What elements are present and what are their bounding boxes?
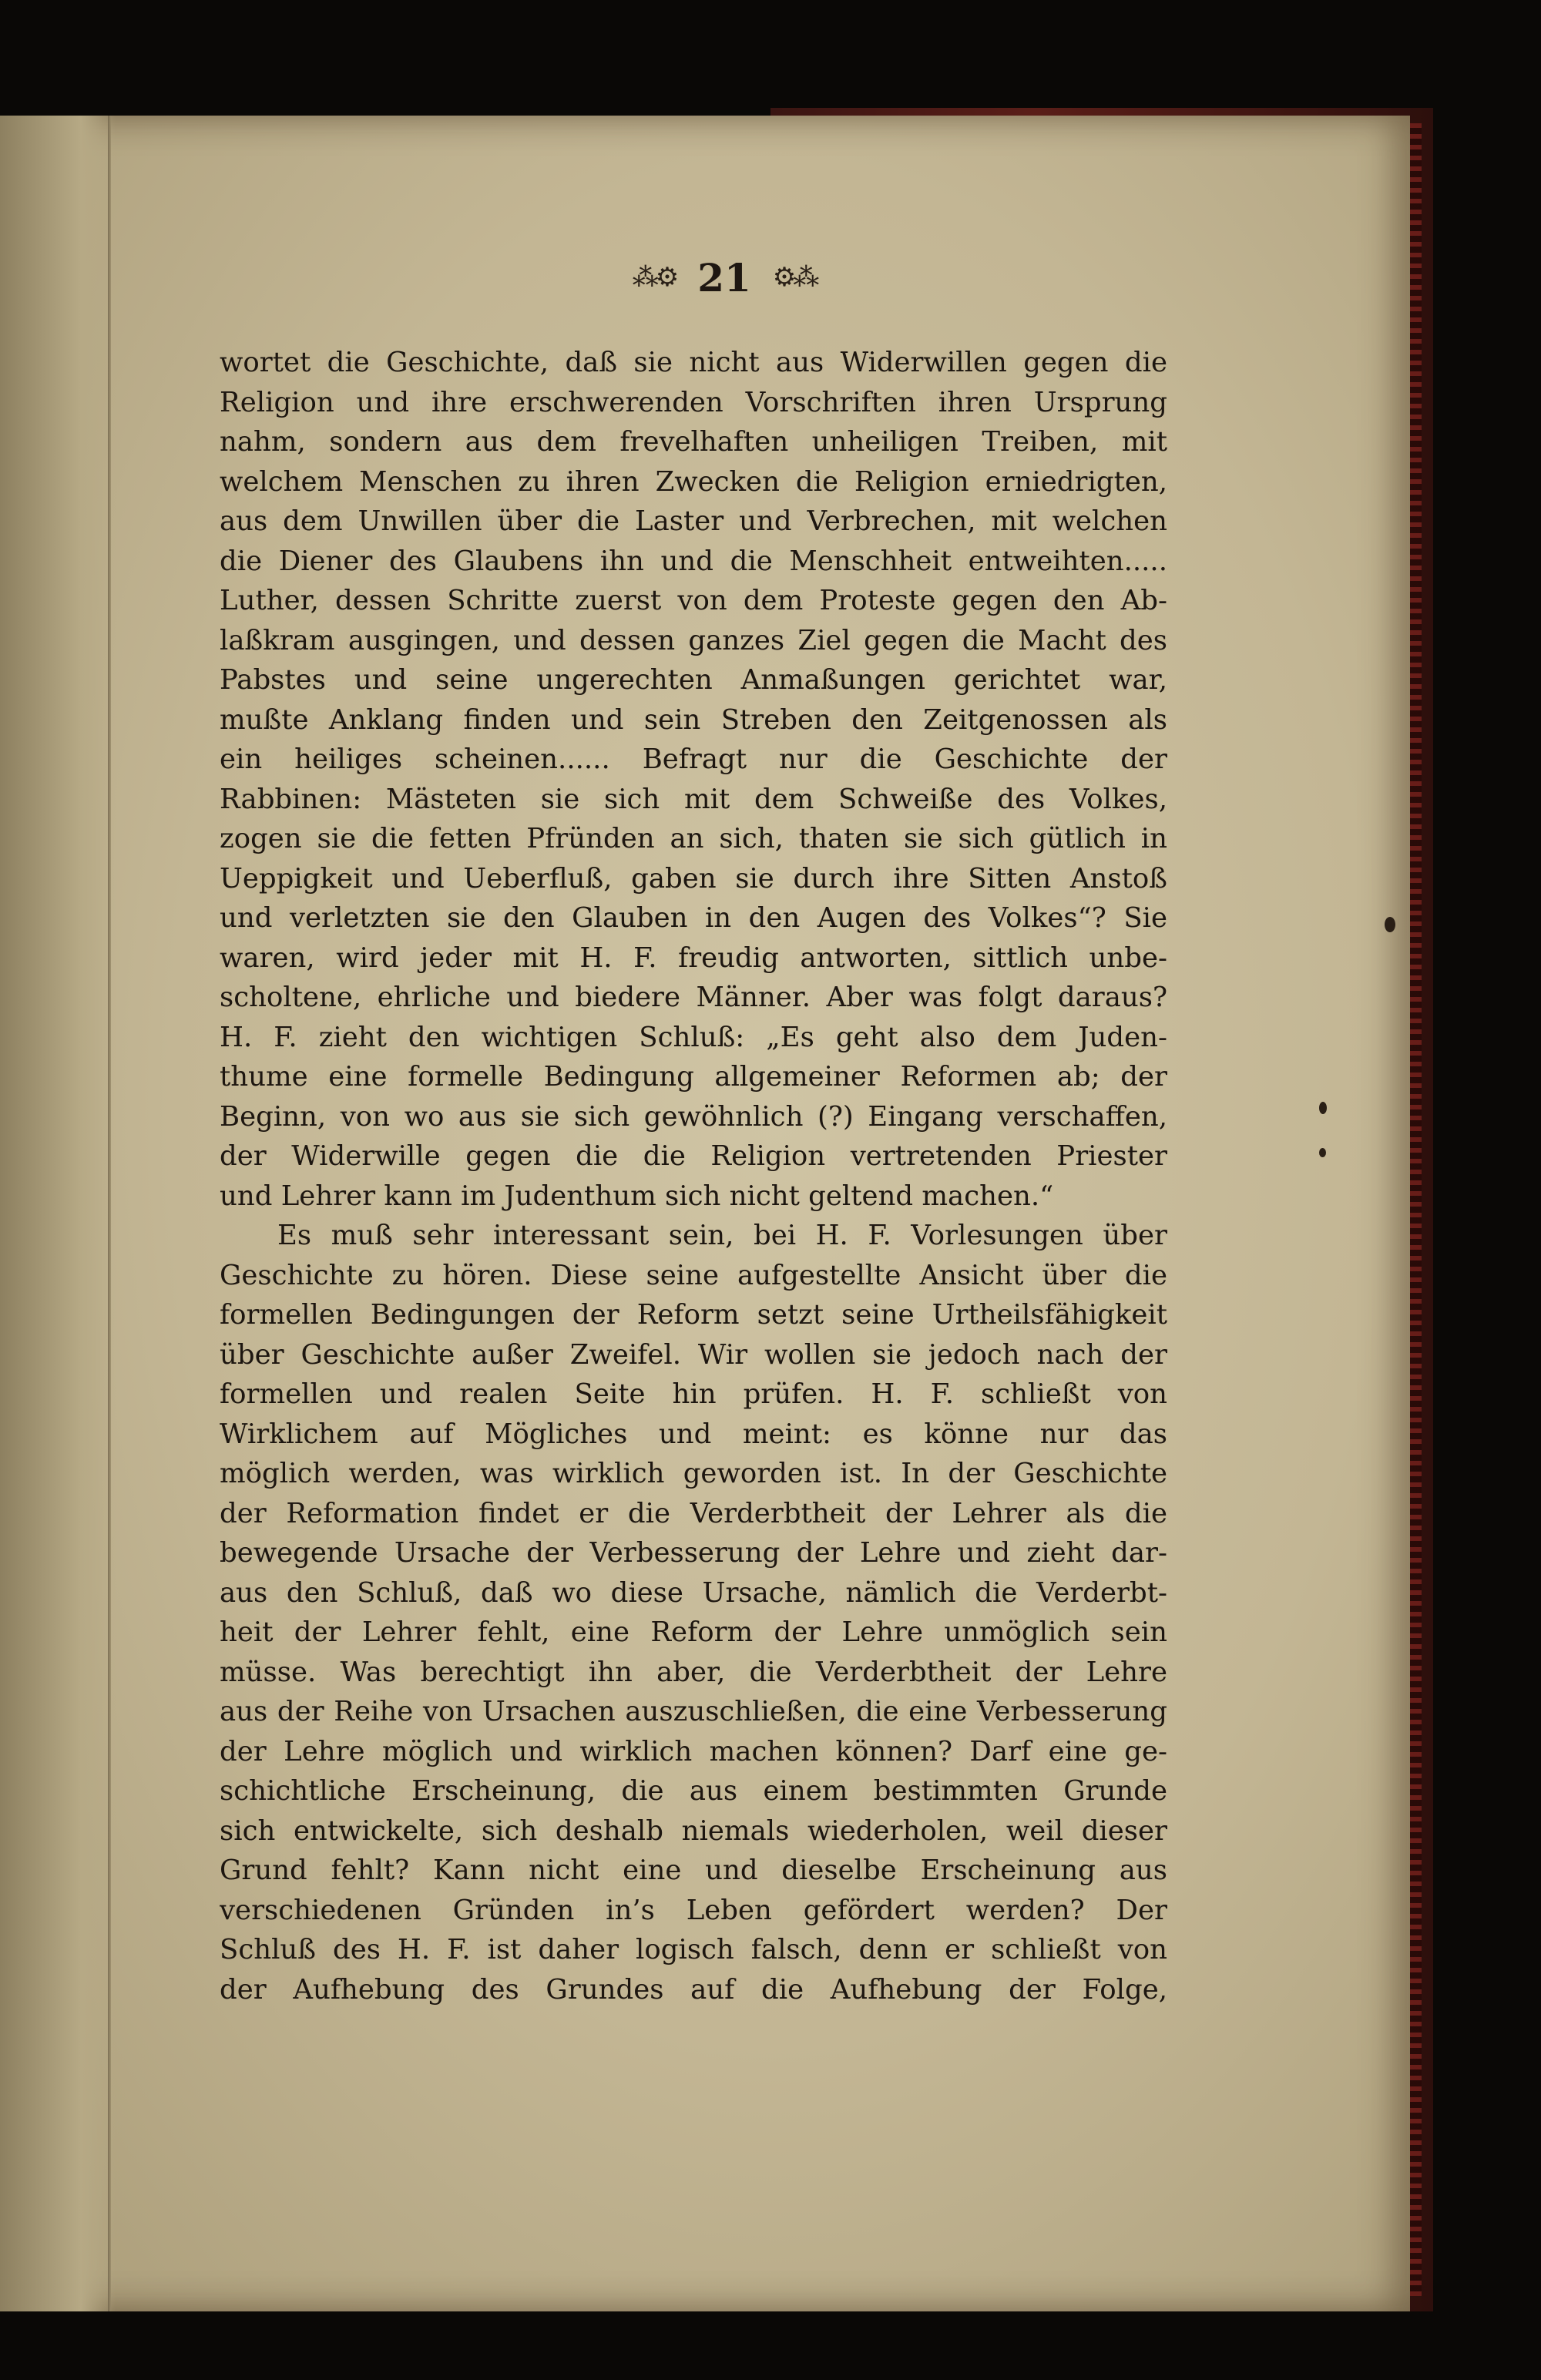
text-line: mußte Anklang finden und sein Streben den Zeitgenossen als: [220, 703, 1167, 736]
paragraph-start-line: Es muß sehr interessant sein, bei H. F. Vorlesungen über: [277, 1220, 1167, 1251]
text-line: aus dem Unwillen über die Laster und Verbrechen, mit welchen: [220, 505, 1167, 537]
page-header: [570, 250, 878, 304]
text-line: der Reformation findet er die Verderbtheit der Lehrer als die: [220, 1497, 1167, 1529]
page-number: 21: [697, 254, 751, 300]
body-text: [220, 343, 1167, 2009]
text-line: H. F. zieht den wichtigen Schluß: „Es geht also dem Juden-: [220, 1021, 1167, 1053]
text-line: schichtliche Erscheinung, die aus einem bestimmten Grunde: [220, 1775, 1167, 1807]
ornament-right-icon: ⚙⁂: [772, 262, 817, 293]
text-line: die Diener des Glaubens ihn und die Menschheit entweihten.....: [220, 545, 1167, 577]
text-line: Grund fehlt? Kann nicht eine und dieselbe Erscheinung aus: [220, 1855, 1167, 1886]
text-line: und verletzten sie den Glauben in den Augen des Volkes“? Sie: [220, 902, 1167, 934]
text-line: heit der Lehrer fehlt, eine Reform der Lehre unmöglich sein: [220, 1616, 1167, 1648]
text-line: über Geschichte außer Zweifel. Wir wollen sie jedoch nach der: [220, 1338, 1167, 1371]
text-line: scholtene, ehrliche und biedere Männer. Aber was folgt daraus?: [220, 982, 1167, 1013]
text-line: Rabbinen: Mästeten sie sich mit dem Schweiße des Volkes,: [220, 783, 1167, 815]
text-line: nahm, sondern aus dem frevelhaften unheiligen Treiben, mit: [220, 426, 1167, 458]
text-line: thume eine formelle Bedingung allgemeiner Reformen ab; der: [220, 1061, 1167, 1093]
ink-spot: [1319, 1148, 1326, 1157]
text-line: Schluß des H. F. ist daher logisch falsch, denn er schließt von: [220, 1934, 1167, 1965]
text-line: zogen sie die fetten Pfründen an sich, thaten sie sich gütlich in: [220, 823, 1167, 854]
text-line: sich entwickelte, sich deshalb niemals wiederholen, weil dieser: [220, 1814, 1167, 1847]
text-line: Wirklichem auf Mögliches und meint: es könne nur das: [220, 1418, 1167, 1450]
text-line: der Lehre möglich und wirklich machen können? Darf eine ge-: [220, 1735, 1167, 1767]
text-line: welchem Menschen zu ihren Zwecken die Religion erniedrigten,: [220, 465, 1167, 498]
text-line: bewegende Ursache der Verbesserung der Lehre und zieht dar-: [220, 1537, 1167, 1569]
text-line: und Lehrer kann im Judenthum sich nicht geltend machen.“: [220, 1180, 1054, 1212]
ink-spot: [1385, 917, 1395, 932]
text-line: müsse. Was berechtigt ihn aber, die Verderbtheit der Lehre: [220, 1656, 1167, 1688]
text-line: der Aufhebung des Grundes auf die Aufhebung der Folge,: [220, 1973, 1167, 2006]
text-line: Beginn, von wo aus sie sich gewöhnlich (?) Eingang verschaffen,: [220, 1100, 1167, 1133]
text-line: laßkram ausgingen, und dessen ganzes Ziel gegen die Macht des: [220, 624, 1167, 656]
text-line: wortet die Geschichte, daß sie nicht aus Widerwillen gegen die: [220, 347, 1167, 378]
ornament-left-icon: ⁂⚙: [632, 262, 676, 293]
text-line: ein heiliges scheinen...... Befragt nur die Geschichte der: [220, 744, 1167, 775]
page-gutter-line: [108, 116, 111, 2311]
ink-spot: [1319, 1102, 1327, 1114]
page-gutter-shadow: [0, 116, 116, 2311]
text-line: Pabstes und seine ungerechten Anmaßungen gerichtet war,: [220, 664, 1167, 696]
text-line: möglich werden, was wirklich geworden ist. In der Geschichte: [220, 1458, 1167, 1489]
text-line: Ueppigkeit und Ueberfluß, gaben sie durch ihre Sitten Anstoß: [220, 862, 1167, 895]
text-line: Luther, dessen Schritte zuerst von dem Proteste gegen den Ab-: [220, 585, 1167, 616]
book-page: [0, 116, 1410, 2311]
text-line: aus den Schluß, daß wo diese Ursache, nämlich die Verderbt-: [220, 1576, 1167, 1609]
text-line: Religion und ihre erschwerenden Vorschriften ihren Ursprung: [220, 386, 1167, 418]
text-line: aus der Reihe von Ursachen auszuschließen, die eine Verbesserung: [220, 1696, 1167, 1727]
text-line: waren, wird jeder mit H. F. freudig antworten, sittlich unbe-: [220, 942, 1167, 974]
text-line: der Widerwille gegen die die Religion vertretenden Priester: [220, 1140, 1167, 1172]
text-line: Geschichte zu hören. Diese seine aufgestellte Ansicht über die: [220, 1259, 1167, 1291]
text-line: formellen Bedingungen der Reform setzt seine Urtheilsfähigkeit: [220, 1299, 1167, 1331]
text-line: formellen und realen Seite hin prüfen. H. F. schließt von: [220, 1378, 1167, 1410]
text-line: verschiedenen Gründen in’s Leben gefördert werden? Der: [220, 1894, 1167, 1926]
